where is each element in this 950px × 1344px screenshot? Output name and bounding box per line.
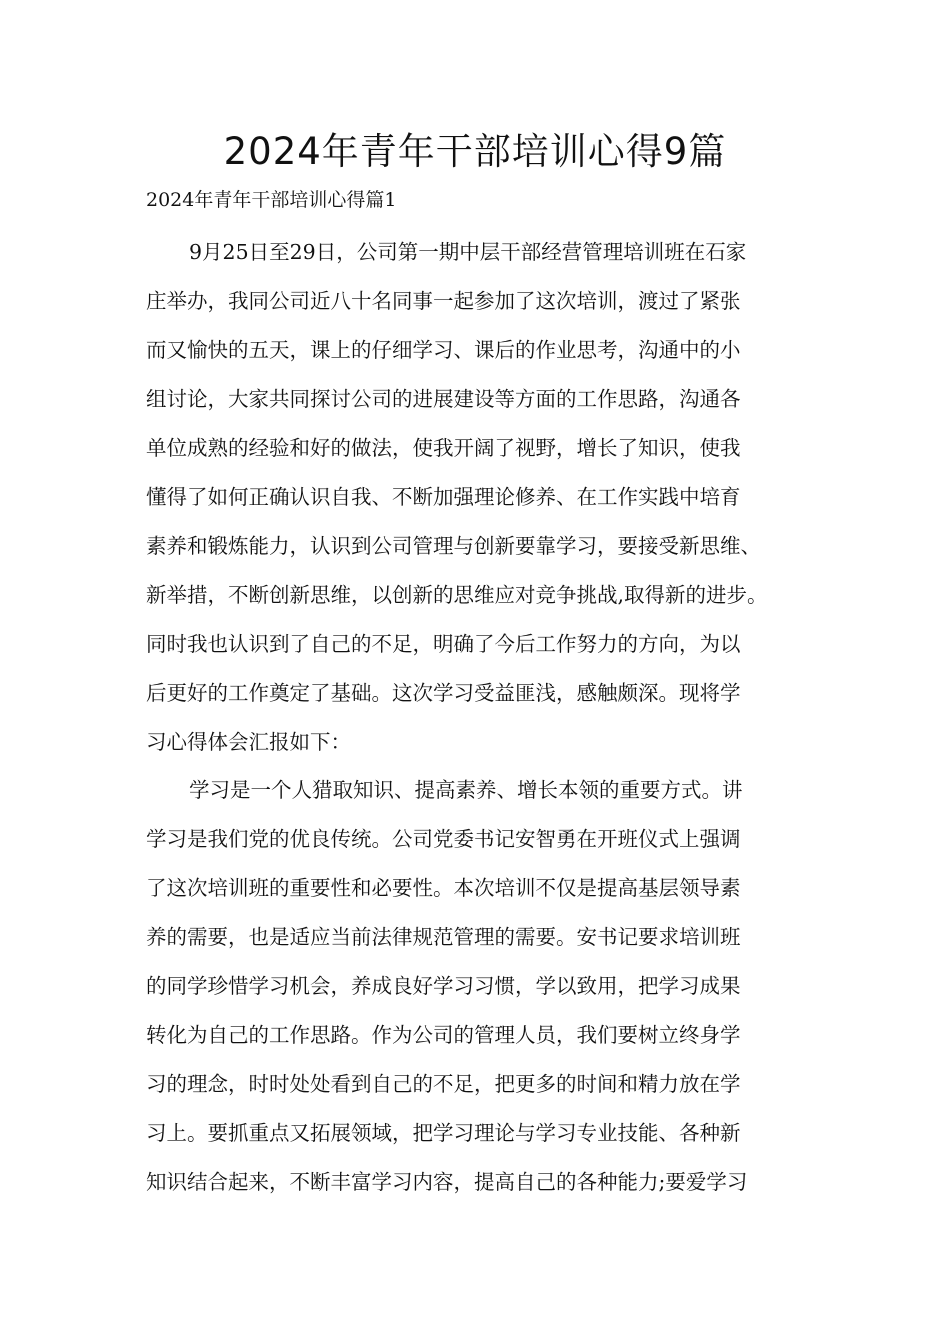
paragraph-line: 了这次培训班的重要性和必要性。本次培训不仅是提高基层领导素 — [146, 876, 741, 900]
paragraph-line: 新举措，不断创新思维，以创新的思维应对竞争挑战,取得新的进步。 — [146, 583, 768, 607]
paragraph-line: 知识结合起来，不断丰富学习内容，提高自己的各种能力;要爱学习 — [146, 1170, 748, 1194]
paragraph-line: 素养和锻炼能力，认识到公司管理与创新要靠学习，要接受新思维、 — [146, 534, 761, 558]
paragraph-line: 而又愉快的五天，课上的仔细学习、课后的作业思考，沟通中的小 — [146, 338, 741, 362]
paragraph-line: 9月25日至29日，公司第一期中层干部经营管理培训班在石家 — [189, 240, 747, 264]
paragraph-line: 习心得体会汇报如下： — [146, 730, 351, 754]
body-paragraph-2 — [146, 766, 810, 1207]
paragraph-line: 后更好的工作奠定了基础。这次学习受益匪浅，感触颇深。现将学 — [146, 681, 741, 705]
paragraph-line: 懂得了如何正确认识自我、不断加强理论修养、在工作实践中培育 — [146, 485, 741, 509]
body-paragraph-1 — [146, 228, 810, 767]
paragraph-line: 学习是一个人猎取知识、提高素养、增长本领的重要方式。讲 — [189, 778, 743, 802]
document-title: 2024年青年干部培训心得9篇 — [223, 130, 727, 173]
paragraph-line: 单位成熟的经验和好的做法，使我开阔了视野，增长了知识，使我 — [146, 436, 741, 460]
paragraph-line: 养的需要，也是适应当前法律规范管理的需要。安书记要求培训班 — [146, 925, 741, 949]
paragraph-line: 庄举办，我同公司近八十名同事一起参加了这次培训，渡过了紧张 — [146, 289, 741, 313]
paragraph-line: 转化为自己的工作思路。作为公司的管理人员，我们要树立终身学 — [146, 1023, 741, 1047]
paragraph-line: 同时我也认识到了自己的不足，明确了今后工作努力的方向，为以 — [146, 632, 741, 656]
section-heading: 2024年青年干部培训心得篇1 — [146, 189, 397, 211]
paragraph-line: 习的理念，时时处处看到自己的不足，把更多的时间和精力放在学 — [146, 1072, 741, 1096]
paragraph-line: 习上。要抓重点又拓展领域，把学习理论与学习专业技能、各种新 — [146, 1121, 741, 1145]
paragraph-line: 的同学珍惜学习机会，养成良好学习习惯，学以致用，把学习成果 — [146, 974, 741, 998]
paragraph-line: 组讨论，大家共同探讨公司的进展建设等方面的工作思路，沟通各 — [146, 387, 741, 411]
paragraph-line: 学习是我们党的优良传统。公司党委书记安智勇在开班仪式上强调 — [146, 827, 741, 851]
